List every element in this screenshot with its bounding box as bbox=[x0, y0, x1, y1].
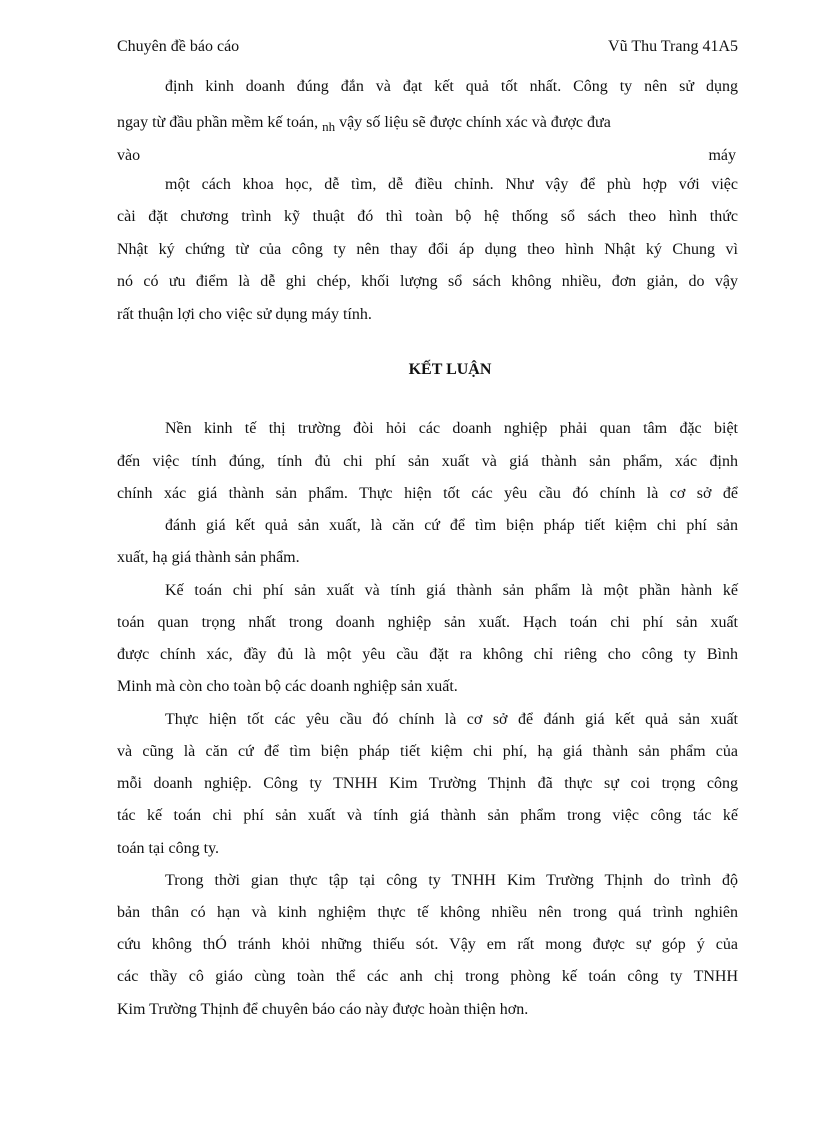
paragraph-line: Nền kinh tế thị trường đòi hỏi các doanh nghiệp phải quan tâm đặc biệt bbox=[165, 420, 738, 437]
paragraph-line: một cách khoa học, dễ tìm, dễ điều chỉnh. Như vậy để phù hợp với việc bbox=[165, 176, 738, 193]
header-left: Chuyên đề báo cáo bbox=[117, 38, 240, 55]
text-fragment: nh bbox=[322, 119, 336, 134]
paragraph-line: đánh giá kết quả sản xuất, là căn cứ để tìm biện pháp tiết kiệm chi phí sản bbox=[165, 517, 738, 534]
paragraph-line: Trong thời gian thực tập tại công ty TNHH Kim Trường Thịnh do trình độ bbox=[165, 872, 738, 889]
text-segment: ngay từ đầu phần mềm kế toán, bbox=[117, 114, 319, 131]
paragraph-line: Kế toán chi phí sản xuất và tính giá thành sản phẩm là một phần hành kế bbox=[165, 582, 738, 599]
paragraph-line: Kim Trường Thịnh để chuyên báo cáo này được hoàn thiện hơn. bbox=[117, 1001, 529, 1018]
section-title: KẾT LUẬN bbox=[408, 361, 492, 378]
paragraph-line: định kinh doanh đúng đắn và đạt kết quả tốt nhất. Công ty nên sử dụng bbox=[165, 78, 738, 95]
header-right: Vũ Thu Trang 41A5 bbox=[608, 38, 738, 55]
paragraph-line: chính xác giá thành sản phẩm. Thực hiện tốt các yêu cầu đó chính là cơ sở để bbox=[117, 485, 738, 502]
paragraph-line: toán quan trọng nhất trong doanh nghiệp sản xuất. Hạch toán chi phí sản xuất bbox=[117, 614, 738, 631]
paragraph-line: mỗi doanh nghiệp. Công ty TNHH Kim Trường Thịnh đã thực sự coi trọng công bbox=[117, 775, 738, 792]
paragraph-line: rất thuận lợi cho việc sử dụng máy tính. bbox=[117, 306, 372, 323]
paragraph-line: cứu không thÓ tránh khỏi những thiếu sót. Vậy em rất mong được sự góp ý của bbox=[117, 936, 738, 953]
paragraph-line: nó có ưu điểm là dễ ghi chép, khối lượng sổ sách không nhiều, đơn giản, do vậy bbox=[117, 273, 738, 290]
paragraph-line: xuất, hạ giá thành sản phẩm. bbox=[117, 549, 300, 566]
paragraph-line: các thầy cô giáo cùng toàn thể các anh chị trong phòng kế toán công ty TNHH bbox=[117, 968, 738, 985]
paragraph-line bbox=[117, 113, 738, 133]
paragraph-line: Minh mà còn cho toàn bộ các doanh nghiệp sản xuất. bbox=[117, 678, 458, 695]
paragraph-line: tác kế toán chi phí sản xuất và tính giá thành sản phẩm trong việc công tác kế bbox=[117, 807, 738, 824]
paragraph-line: bản thân có hạn và kinh nghiệm thực tế không nhiều nên trong quá trình nghiên bbox=[117, 904, 738, 921]
paragraph-line: đến việc tính đúng, tính đủ chi phí sản xuất và giá thành sản phẩm, xác định bbox=[117, 453, 738, 470]
paragraph-line: toán tại công ty. bbox=[117, 840, 220, 857]
paragraph-line: và cũng là căn cứ để tìm biện pháp tiết kiệm chi phí, hạ giá thành sản phẩm của bbox=[117, 743, 738, 760]
paragraph-line: cài đặt chương trình kỹ thuật đó thì toàn bộ hệ thống sổ sách theo hình thức bbox=[117, 208, 738, 225]
paragraph-line: được chính xác, đầy đủ là một yêu cầu đặt ra không chỉ riêng cho công ty Bình bbox=[117, 646, 738, 663]
text-segment: máy bbox=[708, 147, 736, 164]
paragraph-line: Nhật ký chứng từ của công ty nên thay đổi áp dụng theo hình Nhật ký Chung vì bbox=[117, 241, 738, 258]
paragraph-line: Thực hiện tốt các yêu cầu đó chính là cơ sở để đánh giá kết quả sản xuất bbox=[165, 711, 738, 728]
text-segment: vậy số liệu sẽ được chính xác và được đưa bbox=[339, 114, 611, 131]
text-segment: vào bbox=[117, 147, 141, 164]
